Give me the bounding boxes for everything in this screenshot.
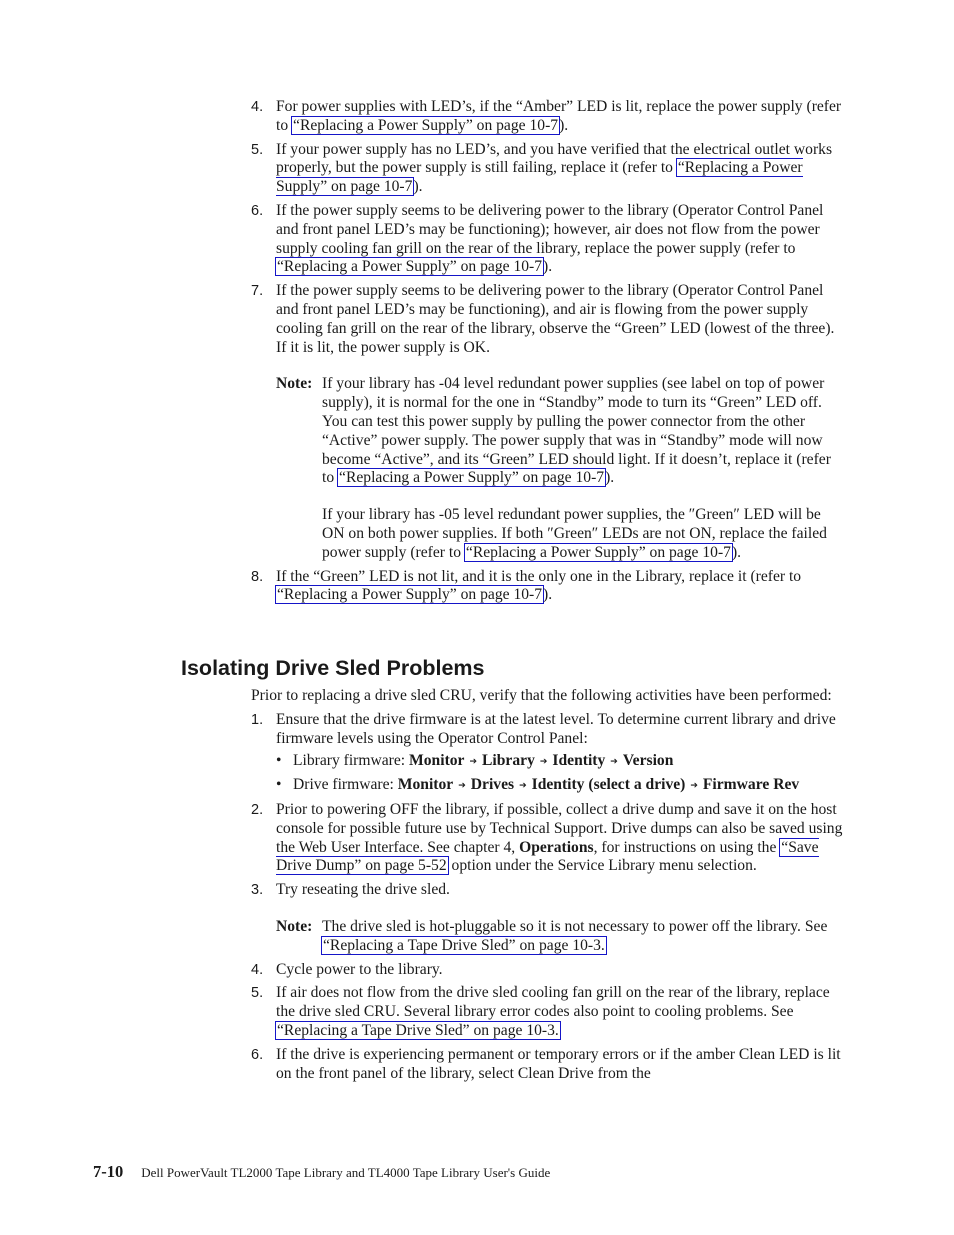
arrow-right-icon: ➔ [539,757,548,768]
replace-tape-drive-sled-link[interactable]: “Replacing a Tape Drive Sled” on page 10-3. [277,1021,559,1039]
book-title: Dell PowerVault TL2000 Tape Library and TL4000 Tape Library User's Guide [141,1165,551,1180]
bullet-library-firmware [276,752,843,772]
item-text-end: ). [543,586,553,604]
item-text: If the drive is experiencing permanent or temporary errors or if the amber Clean LED is lit on the front panel of the library, select Clean Drive from the [276,1045,841,1082]
operations-bold: Operations [519,838,594,856]
arrow-right-icon: ➔ [458,781,466,792]
item-text: If the power supply seems to be delivering power to the library (Operator Control Panel and front panel LED’s may be functioning), and air is flowing from the power supply cooling fan grill on the rear of the library, observe the “Green” LED (lowest of the three). If it is lit, the power supply is OK. [276,282,835,356]
note-text: If your library has -05 level redundant power supplies, the ″Green″ LED will be ON on both power supplies. If both ″Green″ LEDs are not ON, replace the failed power supply (refer to [322,506,827,561]
bullet-label: Drive firmware: [293,776,398,794]
list-item-7 [251,282,843,562]
firmware-bullets [276,752,843,796]
replace-power-supply-link[interactable]: “Replacing a Power Supply” on page 10-7 [277,258,543,276]
arrow-right-icon: ➔ [519,781,527,792]
list-item-6b [251,1046,843,1084]
list-item-1 [251,711,843,796]
item-text-mid: , for instructions on using the [593,838,781,856]
menu-path-step: Version [622,752,674,770]
item-number: 5. [251,141,264,158]
note-text-end: ). [731,543,742,561]
list-item-2 [251,801,843,876]
item-number: 4. [251,99,264,115]
bullet-label: Library firmware: [293,752,410,770]
menu-path-step: Identity (select a drive) [531,776,686,794]
replace-power-supply-link[interactable]: “Replacing a Power Supply” on page 10-7 [276,159,803,196]
item-number: 6. [251,1046,264,1063]
page-number: 7-10 [93,1162,124,1181]
replace-power-supply-link[interactable]: “Replacing a Power Supply” on page 10-7 [339,469,605,487]
list-item-4b [251,961,843,980]
menu-path-step: Identity [552,752,606,770]
menu-path-step: Monitor [409,752,465,770]
list-item-8 [251,568,843,606]
item-text: For power supplies with LED’s, if the “Amber” LED is lit, replace the power supply (refer to [276,98,842,134]
arrow-right-icon: ➔ [469,757,478,768]
list-item-5 [251,141,843,197]
note-paragraph [322,918,843,956]
procedure-top [251,98,843,610]
menu-path-step: Drives [470,776,515,794]
item-text: If the power supply seems to be delivering power to the library (Operator Control Panel and front panel LED’s may be functioning); however, air does not flow from the power supply cooling fan grill on the rear of the library, replace the power supply (refer to [276,201,824,257]
item-number: 1. [251,711,264,728]
item-text: If the “Green” LED is not lit, and it is the only one in the Library, replace it (refer to [276,567,802,585]
item-number: 3. [251,882,264,899]
item-text: If air does not flow from the drive sled cooling fan grill on the rear of the library, replace the drive sled CRU. Several library error codes also point to cooling problems. See [276,984,830,1021]
section-intro: Prior to replacing a drive sled CRU, verify that the following activities have been performed: [251,687,832,704]
note-hot-pluggable [276,918,843,956]
note-redundant-power [276,375,843,562]
note-paragraph-1 [322,375,843,488]
list-item-5b [251,984,843,1040]
drive-sled-section [251,687,843,1088]
bullet-dot: • [276,752,282,770]
bullet-drive-firmware [276,776,843,796]
arrow-right-icon: ➔ [690,781,698,792]
note-paragraph-2 [322,506,843,562]
section-heading: Isolating Drive Sled Problems [181,656,485,680]
item-text: Try reseating the drive sled. [276,881,450,899]
note-label: Note: [276,917,313,935]
replace-power-supply-link[interactable]: “Replacing a Power Supply” on page 10-7 [465,543,731,561]
list-item-6 [251,202,843,277]
replace-power-supply-link[interactable]: “Replacing a Power Supply” on page 10-7 [293,116,559,134]
item-number: 7. [251,283,264,300]
bullet-dot: • [276,776,282,794]
replace-tape-drive-sled-link[interactable]: “Replacing a Tape Drive Sled” on page 10-3. [323,936,605,954]
menu-path-step: Library [482,752,535,770]
page-footer [93,1162,550,1182]
item-text-end: ). [543,258,553,276]
item-number: 2. [251,801,264,818]
note-text-end: ). [605,469,615,487]
item-text: If your power supply has no LED’s, and you have verified that the electrical outlet works properly, but the power supply is still failing, replace it (refer to [276,140,833,177]
item-text-end: ). [413,178,423,196]
item-number: 8. [251,568,264,585]
item-number: 4. [251,961,264,978]
item-number: 6. [251,202,264,219]
item-number: 5. [251,985,264,1002]
note-label: Note: [276,375,313,393]
item-text-end: ). [559,116,569,134]
item-text: Prior to powering OFF the library, if possible, collect a drive dump and save it on the host console for possible future use by Technical Support. Drive dumps can also be saved using the Web User Interface. See chapter 4, [276,800,843,856]
save-drive-dump-link[interactable]: “Save Drive Dump” on page 5-52 [276,838,819,875]
list-item-3 [251,881,843,955]
menu-path-step: Firmware Rev [702,776,800,794]
list-item-4 [251,98,843,136]
menu-path-step: Monitor [397,776,454,794]
note-text: The drive sled is hot-pluggable so it is not necessary to power off the library. See [322,917,828,935]
item-text: Cycle power to the library. [276,960,443,978]
arrow-right-icon: ➔ [610,757,618,768]
replace-power-supply-link[interactable]: “Replacing a Power Supply” on page 10-7 [277,586,543,604]
item-text-end: option under the Service Library menu selection. [447,857,757,875]
item-text: Ensure that the drive firmware is at the latest level. To determine current library and drive firmware levels using the Operator Control Panel: [276,710,836,747]
note-text: If your library has -04 level redundant power supplies (see label on top of power supply), it is normal for the one in “Standby” mode to turn its “Green” LED off. You can test this power supply by pulling the power connector from the other “Active” power supply. The power supply that was in “Standby” mode will now become “Active”, and its “Green” LED should light. If it doesn’t, replace it (refer to [322,375,831,487]
